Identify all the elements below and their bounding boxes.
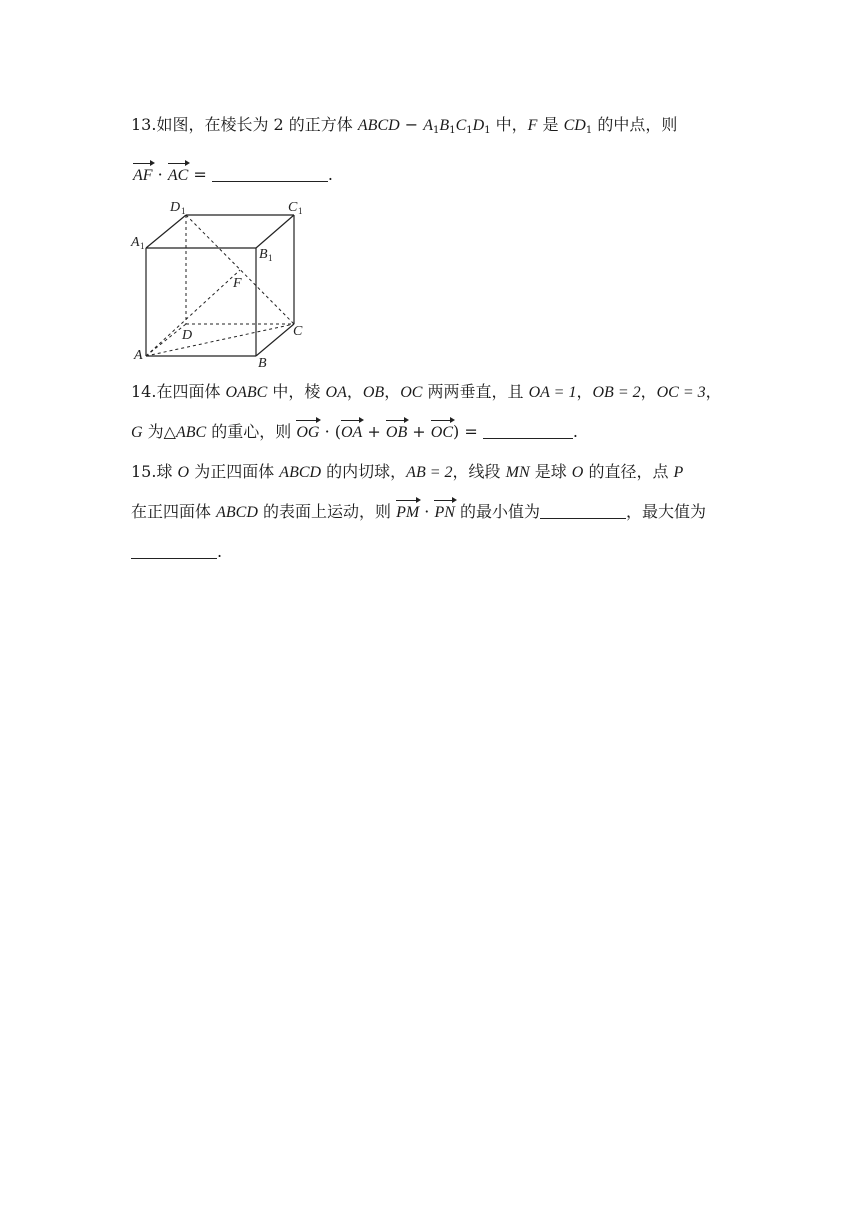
q15-line3 <box>131 542 222 562</box>
label-b1: B <box>259 247 268 262</box>
q15-dot: · <box>419 502 435 521</box>
q15-abcd-1: ABCD <box>279 464 322 481</box>
q14-vec-oc: OC <box>430 424 454 441</box>
q14-abc: ABC <box>175 424 207 441</box>
label-b1-sub: 1 <box>268 253 273 263</box>
q14-close-eq: ) = <box>453 422 483 441</box>
q13-c1: C <box>455 117 467 134</box>
q13-vec-af: AF <box>133 167 153 184</box>
q13-answer-blank[interactable] <box>212 165 328 182</box>
q13-b1-sub: 1 <box>449 125 456 136</box>
label-a1-sub: 1 <box>140 241 145 251</box>
q15-t5: 是球 <box>529 462 572 481</box>
q15-line1 <box>131 462 683 483</box>
q15-p: P <box>673 464 684 481</box>
q14-plus-2: + <box>407 422 431 441</box>
q14-plus-1: + <box>362 422 386 441</box>
q13-c1-sub: 1 <box>466 125 473 136</box>
q13-d1-sub: 1 <box>484 125 491 136</box>
q15-line2 <box>131 502 706 523</box>
q14-ob: OB <box>362 384 385 401</box>
q14-comma-5: ， <box>705 382 722 401</box>
q13-a1: A <box>423 117 434 134</box>
q13-line2 <box>133 165 333 186</box>
label-c1: C <box>288 200 298 215</box>
q13-cube-name: ABCD <box>357 117 400 134</box>
label-b: B <box>258 356 267 368</box>
q15-vec-pm: PM <box>396 504 420 521</box>
label-a: A <box>134 348 143 363</box>
q14-line2 <box>131 422 578 443</box>
q15-t8: 的表面上运动，则 <box>257 502 397 521</box>
q13-text-a: 如图，在棱长为 2 的正方体 <box>156 115 358 134</box>
q13-text-c: 是 <box>537 115 564 134</box>
q13-a1-sub: 1 <box>433 125 440 136</box>
q13-minus: − <box>399 115 424 134</box>
label-d1-sub: 1 <box>181 206 186 216</box>
label-d1: D <box>170 200 181 215</box>
q14-vec-og: OG <box>296 424 320 441</box>
q15-end: . <box>217 542 223 561</box>
q14-t4: 为△ <box>142 422 176 441</box>
q14-line1 <box>131 382 722 403</box>
q14-answer-blank[interactable] <box>483 422 573 439</box>
q15-t6: 的直径，点 <box>583 462 674 481</box>
q13-number: 13. <box>131 115 157 134</box>
q13-d1: D <box>472 117 485 134</box>
q15-min-answer-blank[interactable] <box>540 502 626 519</box>
edge-a1-d1 <box>146 215 186 248</box>
q15-t10: ，最大值为 <box>625 502 706 521</box>
q13-dot: · <box>152 165 168 184</box>
q14-t2: 中，棱 <box>267 382 326 401</box>
q14-dot: · ( <box>319 422 341 441</box>
q15-t1: 球 <box>156 462 178 481</box>
q14-g: G <box>131 424 143 441</box>
q13-eq: = <box>188 165 212 184</box>
q14-comma-3: ， <box>576 382 593 401</box>
segment-d1-c <box>186 215 294 324</box>
cube-figure <box>130 196 310 368</box>
q15-o-2: O <box>571 464 584 481</box>
q14-t1: 在四面体 <box>156 382 226 401</box>
label-f: F <box>233 276 242 291</box>
q15-t2: 为正四面体 <box>189 462 280 481</box>
q14-comma-1: ， <box>346 382 363 401</box>
q15-t9: 的最小值为 <box>454 502 540 521</box>
q13-b1: B <box>439 117 450 134</box>
q13-vec-ac: AC <box>167 167 189 184</box>
segment-a-c <box>146 324 294 356</box>
q15-t7: 在正四面体 <box>131 502 217 521</box>
q13-seg-cd: CD <box>563 117 586 134</box>
q14-oa-eq: OA = 1 <box>528 384 577 401</box>
q14-t5: 的重心，则 <box>206 422 297 441</box>
q14-oc-eq: OC = 3 <box>656 384 706 401</box>
q14-oabc: OABC <box>225 384 268 401</box>
q15-max-answer-blank[interactable] <box>131 542 217 559</box>
q15-t4: ，线段 <box>452 462 506 481</box>
q14-oc: OC <box>400 384 423 401</box>
label-c1-sub: 1 <box>298 206 303 216</box>
q15-abcd-2: ABCD <box>216 504 258 521</box>
label-a1: A <box>131 235 140 250</box>
edge-c1-b1 <box>256 215 294 248</box>
q14-t3: 两两垂直，且 <box>422 382 529 401</box>
q14-comma-2: ， <box>384 382 401 401</box>
q13-text-b: 中， <box>490 115 528 134</box>
q15-mn: MN <box>505 464 530 481</box>
q13-text-d: 的中点，则 <box>592 115 678 134</box>
q14-oa: OA <box>325 384 347 401</box>
label-c: C <box>293 324 303 339</box>
edge-c-b <box>256 324 294 356</box>
q14-vec-ob: OB <box>385 424 408 441</box>
q14-end: . <box>572 422 578 441</box>
q15-vec-pn: PN <box>434 504 455 521</box>
q15-o-1: O <box>177 464 190 481</box>
q15-number: 15. <box>131 462 157 481</box>
q13-point-f: F <box>527 117 538 134</box>
q13-end: . <box>327 165 333 184</box>
q13-line1 <box>131 115 677 141</box>
q15-t3: 的内切球， <box>321 462 407 481</box>
label-d: D <box>182 328 193 343</box>
q15-ab-eq: AB = 2 <box>406 464 453 481</box>
q14-ob-eq: OB = 2 <box>592 384 641 401</box>
q14-number: 14. <box>131 382 157 401</box>
q14-vec-oa: OA <box>340 424 363 441</box>
segment-a-f <box>146 270 240 356</box>
q13-seg-cd-sub: 1 <box>585 125 593 136</box>
q14-comma-4: ， <box>640 382 657 401</box>
